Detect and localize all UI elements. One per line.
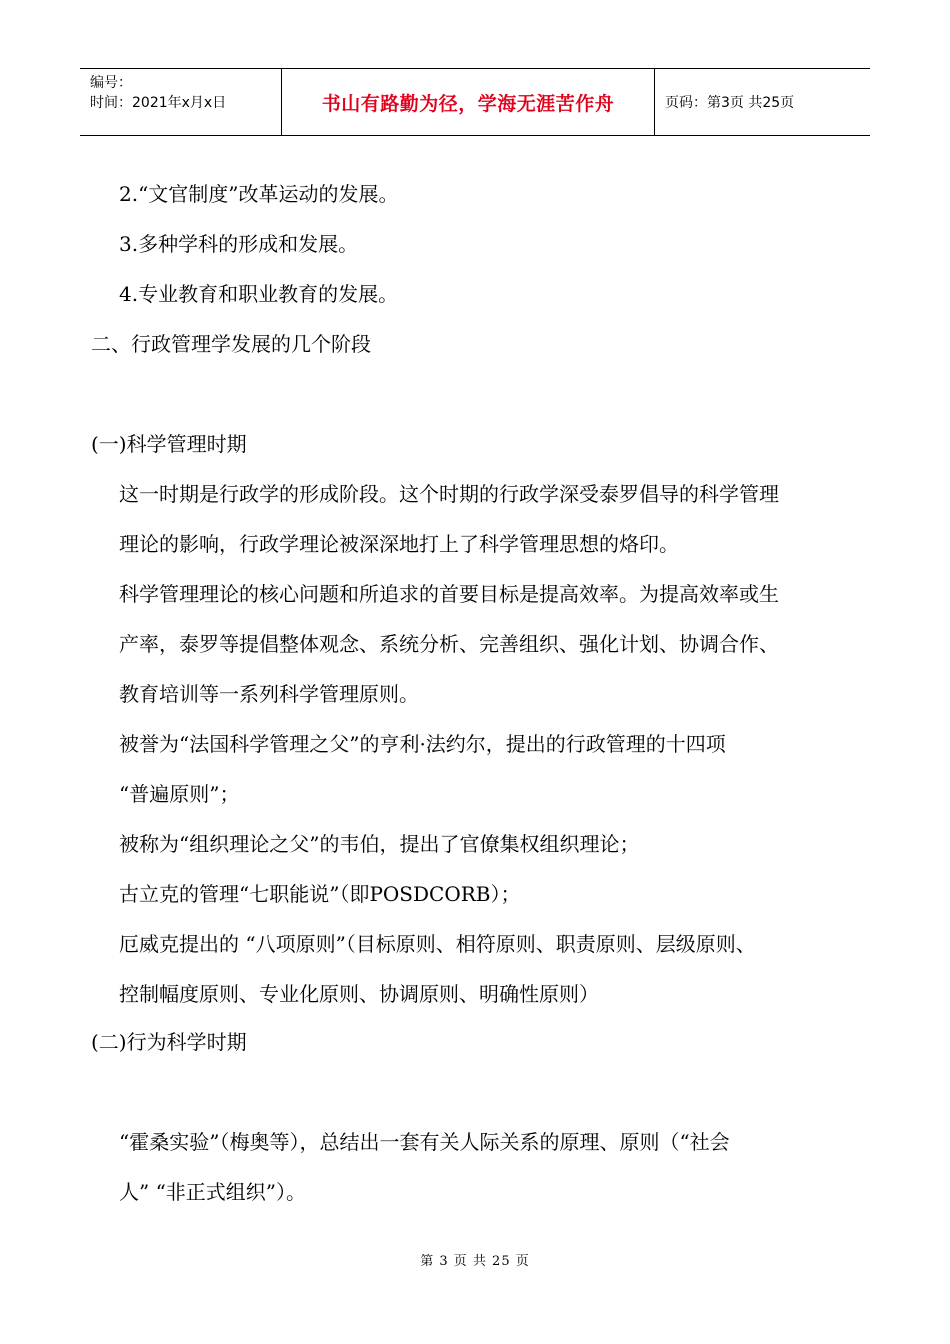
- paragraph-line: 被誉为“法国科学管理之父”的亨利·法约尔，提出的行政管理的十四项: [119, 732, 726, 756]
- subsection-heading: (一)科学管理时期: [91, 432, 247, 456]
- paragraph-line: 这一时期是行政学的形成阶段。这个时期的行政学深受泰罗倡导的科学管理: [119, 482, 779, 506]
- paragraph-line: “普遍原则”；: [119, 782, 240, 806]
- paragraph-line: 被称为“组织理论之父”的韦伯，提出了官僚集权组织理论；: [119, 832, 640, 856]
- paragraph-line: “霍桑实验”（梅奥等），总结出一套有关人际关系的原理、原则（“社会: [119, 1130, 730, 1154]
- paragraph-line: 厄威克提出的 “八项原则”（目标原则、相符原则、职责原则、层级原则、: [119, 932, 756, 956]
- document-time-label: 时间：2021年x月x日: [90, 95, 227, 111]
- document-header: [80, 68, 870, 136]
- paragraph-line: 产率，泰罗等提倡整体观念、系统分析、完善组织、强化计划、协调合作、: [119, 632, 779, 656]
- paragraph-line: 4.专业教育和职业教育的发展。: [119, 282, 399, 306]
- paragraph-line: 理论的影响，行政学理论被深深地打上了科学管理思想的烙印。: [119, 532, 679, 556]
- section-heading: 二、行政管理学发展的几个阶段: [91, 332, 371, 356]
- paragraph-line: 3.多种学科的形成和发展。: [119, 232, 359, 256]
- header-info-cell: [80, 69, 282, 135]
- page-footer: 第 3 页 共 25 页: [420, 1254, 530, 1269]
- paragraph-line: 控制幅度原则、专业化原则、协调原则、明确性原则）: [119, 982, 599, 1006]
- paragraph-line: 古立克的管理“七职能说”（即POSDCORB）；: [119, 882, 521, 906]
- paragraph-line: 教育培训等一系列科学管理原则。: [119, 682, 419, 706]
- subsection-heading: (二)行为科学时期: [91, 1030, 247, 1054]
- paragraph-line: 2.“文官制度”改革运动的发展。: [119, 182, 399, 206]
- paragraph-line: 科学管理理论的核心问题和所追求的首要目标是提高效率。为提高效率或生: [119, 582, 779, 606]
- paragraph-line: 人” “非正式组织”）。: [119, 1180, 307, 1204]
- header-motto: 书山有路勤为径，学海无涯苦作舟: [282, 69, 655, 135]
- document-number-label: 编号：: [90, 75, 132, 91]
- header-page-label: 页码：第3页 共25页: [665, 95, 795, 111]
